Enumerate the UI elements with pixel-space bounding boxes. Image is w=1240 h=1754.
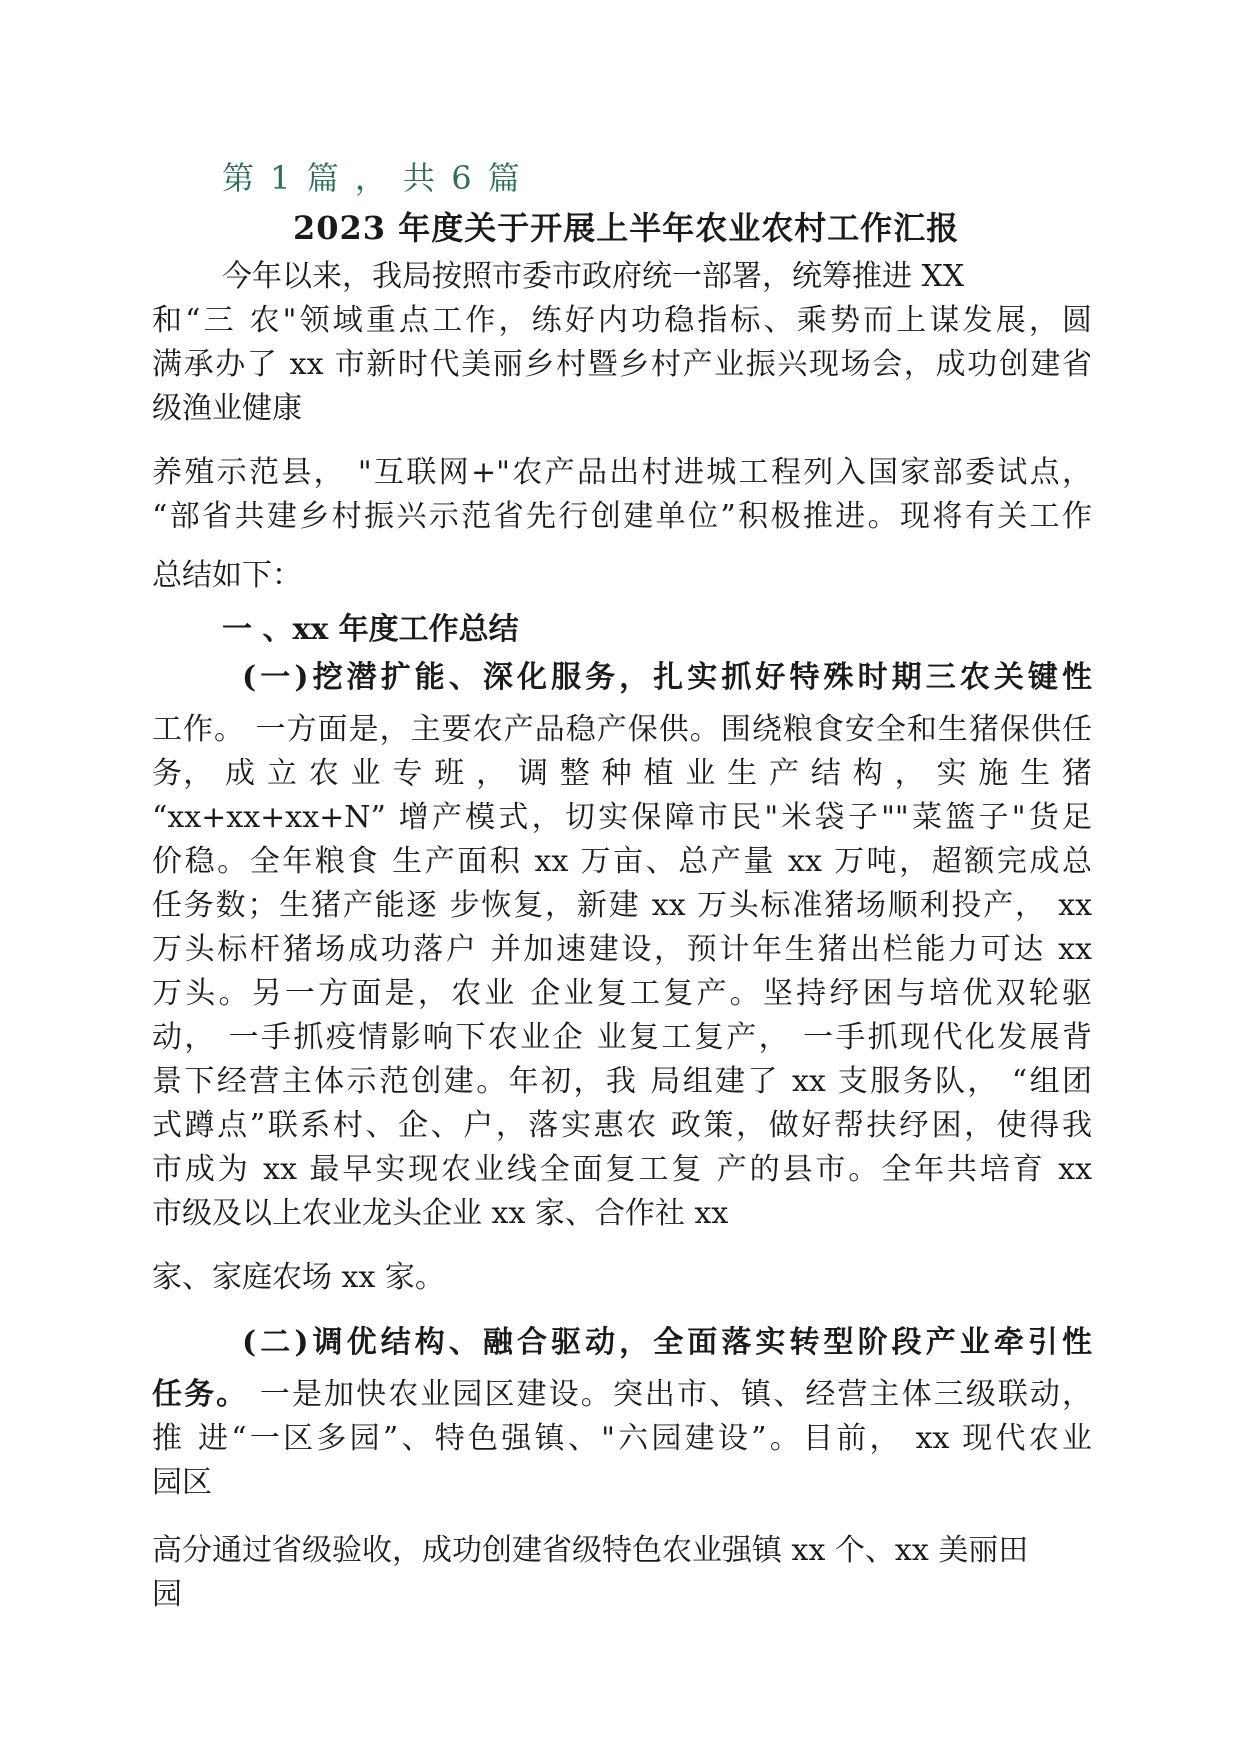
intro-line: 养殖示范县， "互联网+"农产品出村进城工程列入国家部委试点， [152,455,1092,490]
body-line: 园 [152,1577,182,1612]
intro-line: 级渔业健康 [152,391,302,426]
body-line: 万头标杆猪场成功落户 并加速建设，预计年生猪出栏能力可达 xx [152,932,1092,967]
body-line: 动， 一手抓疫情影响下农业企 业复工复产， 一手抓现代化发展背 [152,1020,1092,1055]
intro-line: 满承办了 xx 市新时代美丽乡村暨乡村产业振兴现场会，成功创建省 [152,347,1092,382]
body-line: 工作。 一方面是，主要农产品稳产保供。围绕粮食安全和生猪保供任 [152,712,1092,747]
body-line: 务， 成 立 农 业 专 班 ， 调 整 种 植 业 生 产 结 构 ， 实 施 生 猪 [152,756,1092,791]
section-heading: 一 、xx 年度工作总结 [222,612,519,647]
body-line: 万头。另一方面是，农业 企业复工复产。坚持纾困与培优双轮驱 [152,976,1092,1011]
body-line: 高分通过省级验收，成功创建省级特色农业强镇 xx 个、xx 美丽田 [152,1533,1029,1568]
body-line: 推 进“一区多园”、特色强镇、"六园建设”。目前， xx 现代农业 [152,1421,1092,1456]
body-line: 市成为 xx 最早实现农业线全面复工复 产的县市。全年共培育 xx [152,1152,1092,1187]
series-indicator: 第 1 篇 ， 共 6 篇 [222,159,523,197]
subsection-heading: (一)挖潜扩能、深化服务，扎实抓好特殊时期三农关键性 [242,660,1092,695]
body-line: 景下经营主体示范创建。年初，我 局组建了 xx 支服务队， “组团 [152,1064,1092,1099]
intro-line: 总结如下： [152,558,302,593]
body-line: 园区 [152,1465,212,1500]
body-line: “xx+xx+xx+N” 增产模式，切实保障市民"米袋子""菜篮子"货足 [152,800,1092,835]
body-line: 市级及以上农业龙头企业 xx 家、合作社 xx [152,1196,729,1231]
body-line: 家、家庭农场 xx 家。 [152,1260,445,1295]
body-line [152,1377,1092,1413]
runin-heading: 任务。 [152,1377,249,1412]
intro-line: 今年以来，我局按照市委市政府统一部署，统筹推进 XX [222,259,965,294]
subsection-heading: (二)调优结构、融合驱动，全面落实转型阶段产业牵引性 [242,1325,1092,1360]
body-line: 任务数；生猪产能逐 步恢复，新建 xx 万头标准猪场顺利投产， xx [152,888,1092,923]
intro-line: 和“三 农"领域重点工作，练好内功稳指标、乘势而上谋发展，圆 [152,303,1092,338]
document-title: 2023 年度关于开展上半年农业农村工作汇报 [293,209,960,247]
runin-text: 一是加快农业园区建设。突出市、镇、经营主体三级联动， [248,1377,1093,1412]
intro-line: “部省共建乡村振兴示范省先行创建单位”积极推进。现将有关工作 [152,499,1092,534]
body-line: 式蹲点”联系村、企、户，落实惠农 政策，做好帮扶纾困，使得我 [152,1108,1092,1143]
body-line: 价稳。全年粮食 生产面积 xx 万亩、总产量 xx 万吨，超额完成总 [152,844,1092,879]
